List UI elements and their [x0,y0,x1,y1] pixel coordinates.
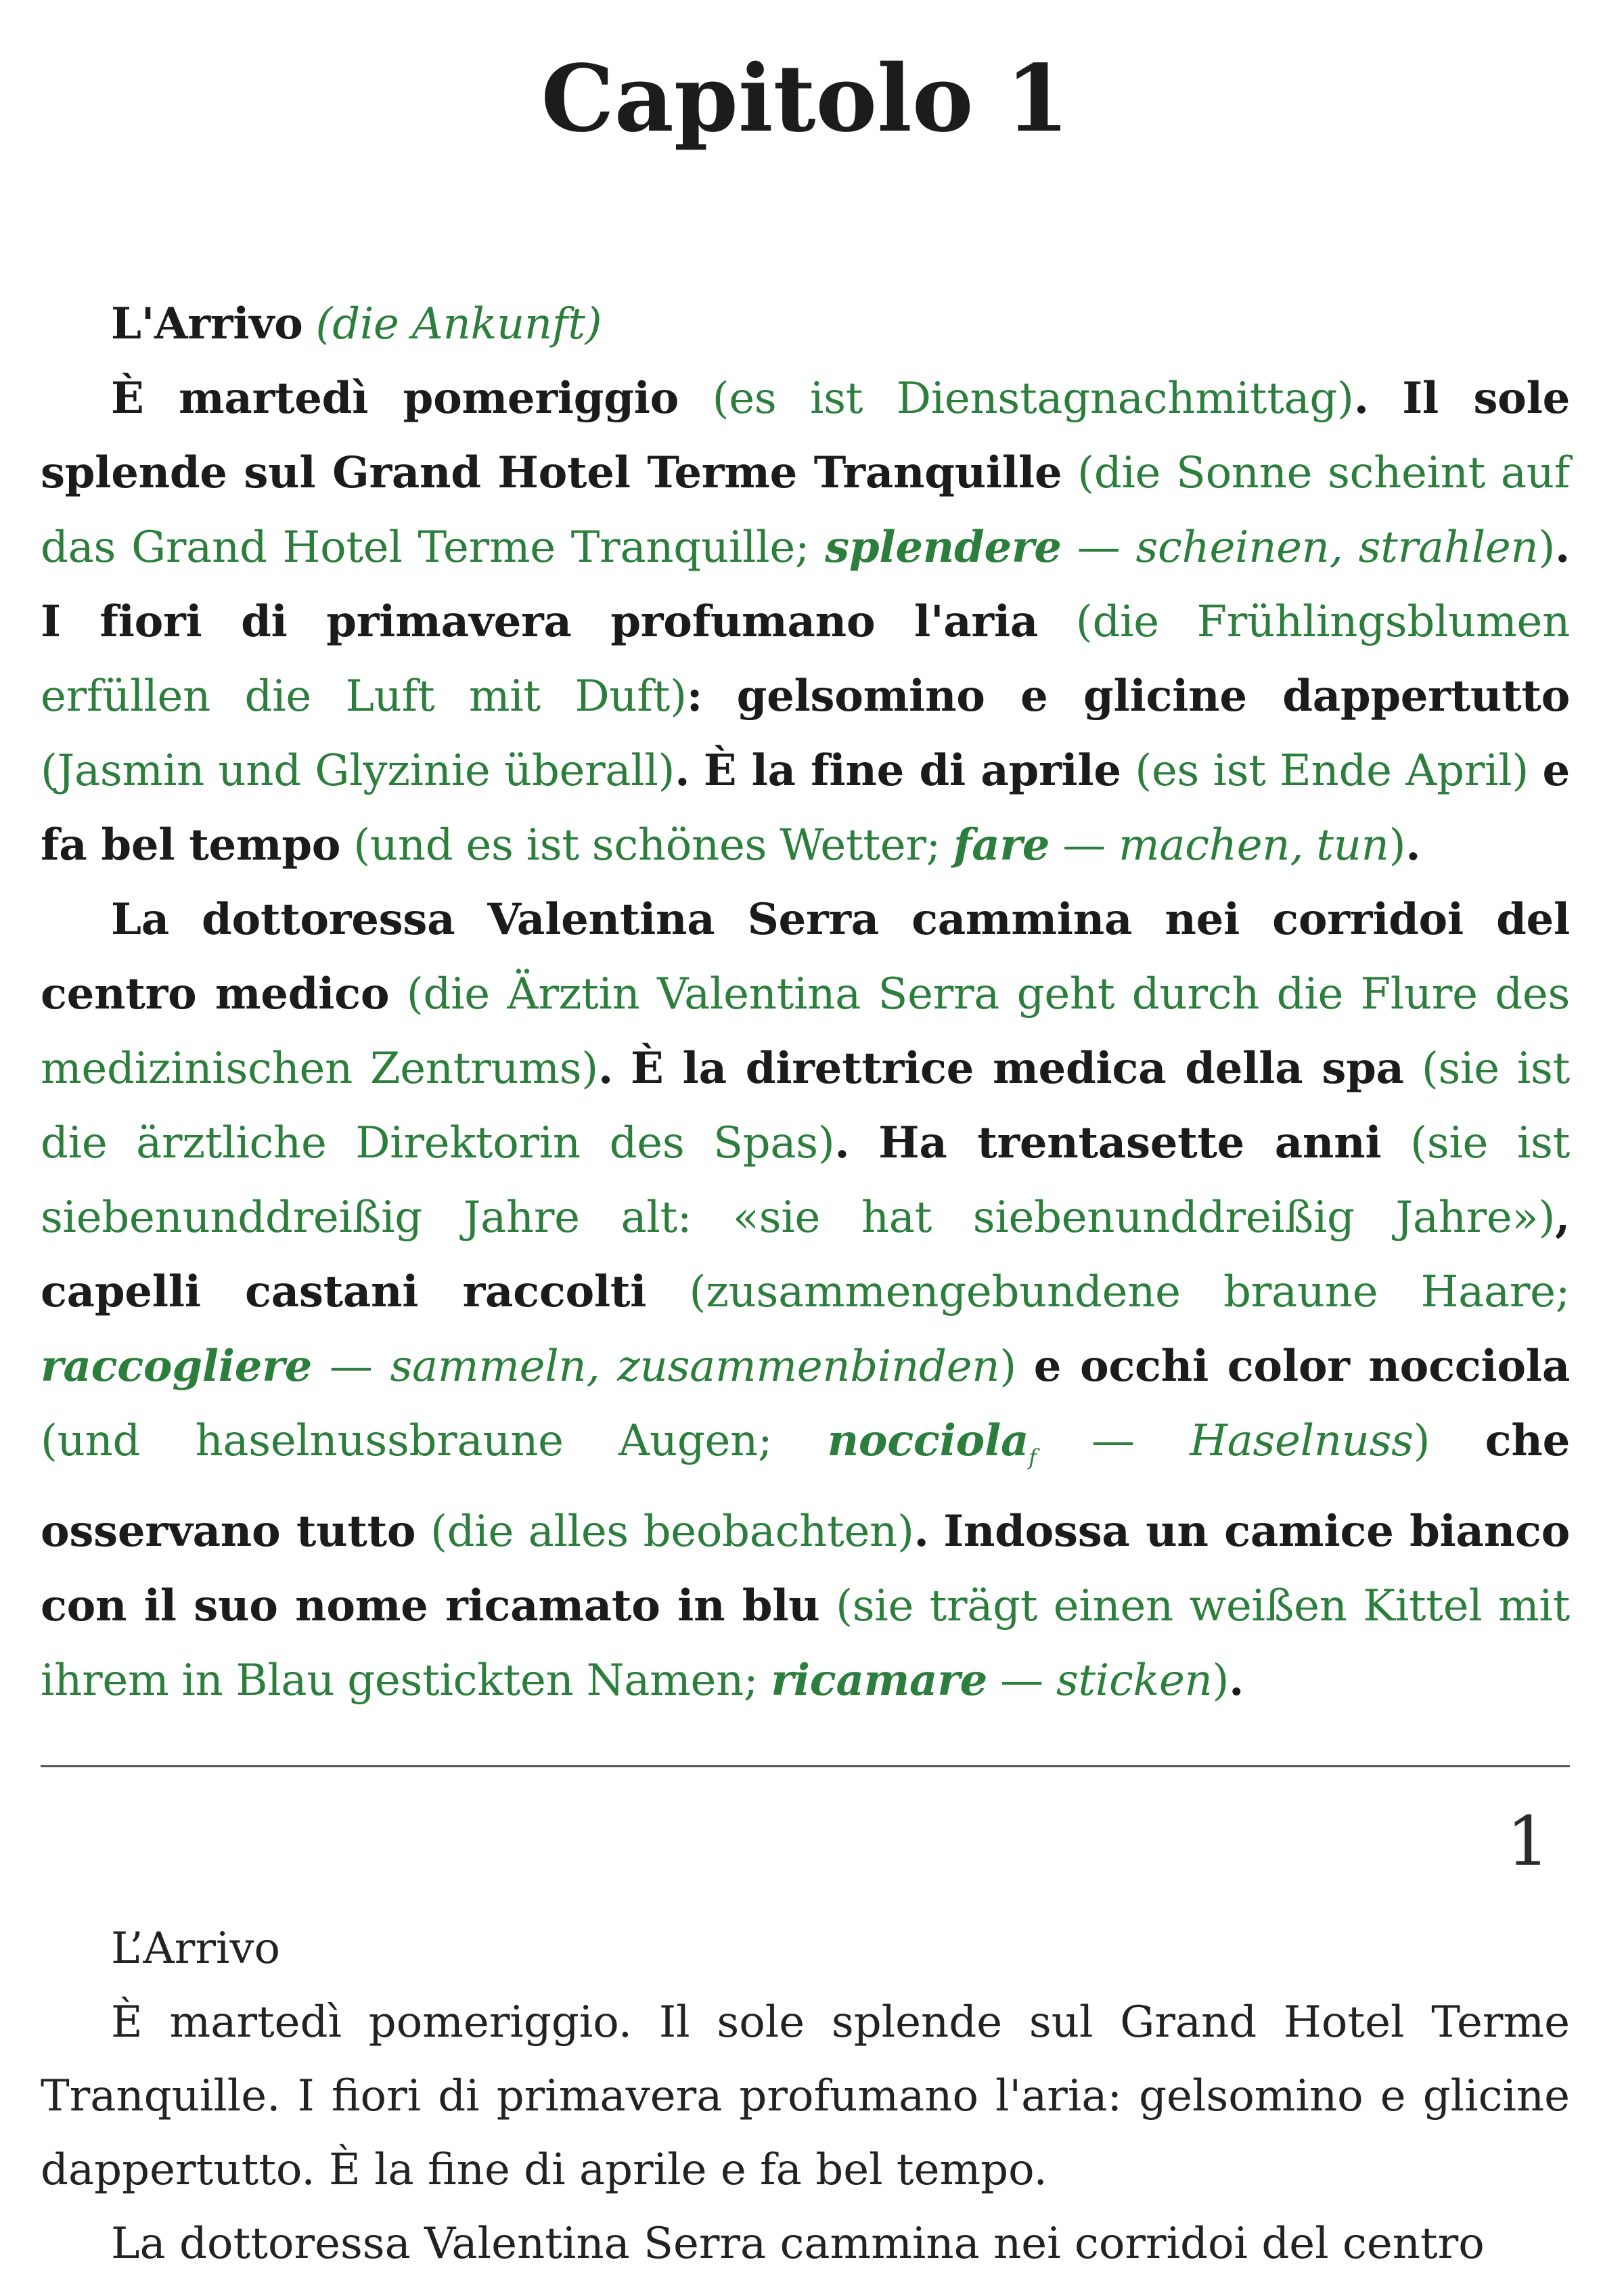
german-translation: (sie trägt einen weißen Kittel mit ihrem in Blau gestickten Namen; ricamare — sticken) [41,1580,1570,1706]
plain-paragraph-2: La dottoressa Valentina Serra cammina nei corridoi del centro [111,2218,1485,2269]
vocab-word: splendere [825,522,1062,573]
german-translation: (die Sonne scheint auf das Grand Hotel Terme Tranquille; splendere — scheinen, strahlen) [41,448,1570,573]
german-translation: (die alles beobachten) [430,1506,914,1557]
annotated-heading [41,287,1570,361]
page-number: 1 [1506,1801,1550,1881]
vocab-word: ricamare [771,1654,988,1706]
italian-phrase: e occhi color nocciola [1033,1341,1570,1392]
annotated-paragraph-2: La dottoressa Valentina Serra cammina nei corridoi del centro medico (die Ärztin Valentina Serra geht durch die Flure des medizinischen Zentrums). È la direttrice medica della spa (sie ist die ärztliche Direktorin des Spas). Ha trentasette anni (sie ist siebenunddreißig Jahre alt: «sie hat siebenunddreißig Jahre»), capelli castani raccolti (zusammengebundene braune Haare; raccogliere — sammeln, zusammenbinden) e occhi color nocciola (und haselnussbraune Augen; nocciola$_f$ — Haselnuss) che osservano tutto (die alles beobachten). Indossa un camice bianco con il suo nome ricamato in blu (sie trägt einen weißen Kittel mit ihrem in Blau gestickten Namen; ricamare — sticken). [41,894,1571,1706]
german-translation: (zusammengebundene braune Haare; raccogliere — sammeln, zusammenbinden) [41,1267,1570,1392]
vocab-meaning: machen, tun [1119,820,1389,870]
book-page [41,0,1570,2281]
chapter-title: Capitolo 1 [541,45,1070,153]
german-translation: (es ist Dienstagnachmittag) [712,374,1354,424]
section-divider [41,1765,1570,1767]
italian-phrase: gelsomino e glicine dappertutto [736,671,1571,722]
plain-text [41,1912,1570,2281]
german-translation: (und haselnussbraune Augen; nocciola$_f$ — Haselnuss) [41,1415,1430,1470]
vocab-meaning: sammeln, zusammenbinden [390,1342,1000,1392]
vocab-word: nocciola [827,1415,1029,1466]
annotated-paragraph-1: È martedì pomeriggio (es ist Dienstagnachmittag). Il sole splende sul Grand Hotel Terme Tranquille (die Sonne scheint auf das Grand Hotel Terme Tranquille; splendere — scheinen, strahlen). I fiori di primavera profumano l'aria (die Frühlingsblumen erfüllen die Luft mit Duft): gelsomino e glicine dappertutto (Jasmin und Glyzinie überall). È la fine di aprile (es ist Ende April) e fa bel tempo (und es ist schönes Wetter; fare — machen, tun). [41,373,1571,870]
german-translation: (es ist Ende April) [1135,746,1529,796]
vocab-meaning: sticken [1056,1655,1213,1706]
vocab-word: fare [953,820,1050,870]
italian-phrase: e fa bel tempo [41,745,1570,870]
italian-phrase: Indossa un camice bianco con il suo nome ricamato in blu [41,1505,1570,1631]
italian-phrase: La dottoressa Valentina Serra cammina nei corridoi del centro medico [41,894,1570,1019]
italian-phrase: Ha trentasette anni [878,1117,1382,1168]
vocab-word: raccogliere [41,1341,313,1392]
german-translation: (sie ist die ärztliche Direktorin des Spas) [41,1044,1571,1168]
german-translation: (die Frühlingsblumen erfüllen die Luft mit Duft) [41,597,1570,722]
gender-marker: f [1029,1444,1037,1470]
italian-phrase: I fiori di primavera profumano l'aria [41,596,1039,647]
german-translation: (sie ist siebenunddreißig Jahre alt: «sie hat siebenunddreißig Jahre») [41,1118,1570,1243]
italian-phrase: È la fine di aprile [703,745,1121,796]
german-translation: (und es ist schönes Wetter; fare — machen, tun) [353,820,1406,870]
vocab-meaning: Haselnuss [1190,1416,1414,1466]
italian-heading: L'Arrivo [111,298,303,349]
italian-phrase: che osservano tutto [41,1415,1570,1557]
vocab-meaning: scheinen, strahlen [1135,523,1539,573]
plain-paragraph-1: È martedì pomeriggio. Il sole splende sul Grand Hotel Terme Tranquille. I fiori di primavera profumano l'aria: gelsomino e glicine dappertutto. È la fine di aprile e fa bel tempo. [41,1997,1570,2195]
italian-phrase: Il sole splende sul Grand Hotel Terme Tranquille [41,373,1570,498]
italian-phrase: È la direttrice medica della spa [631,1043,1404,1094]
italian-phrase: capelli castani raccolti [41,1266,647,1317]
german-heading-translation: (die Ankunft) [315,299,602,349]
italian-phrase: È martedì pomeriggio [111,373,679,424]
annotated-text [41,287,1570,1718]
german-translation: (Jasmin und Glyzinie überall) [41,746,675,796]
plain-heading: L’Arrivo [111,1923,281,1974]
german-translation: (die Ärztin Valentina Serra geht durch die Flure des medizinischen Zentrums) [41,969,1571,1094]
